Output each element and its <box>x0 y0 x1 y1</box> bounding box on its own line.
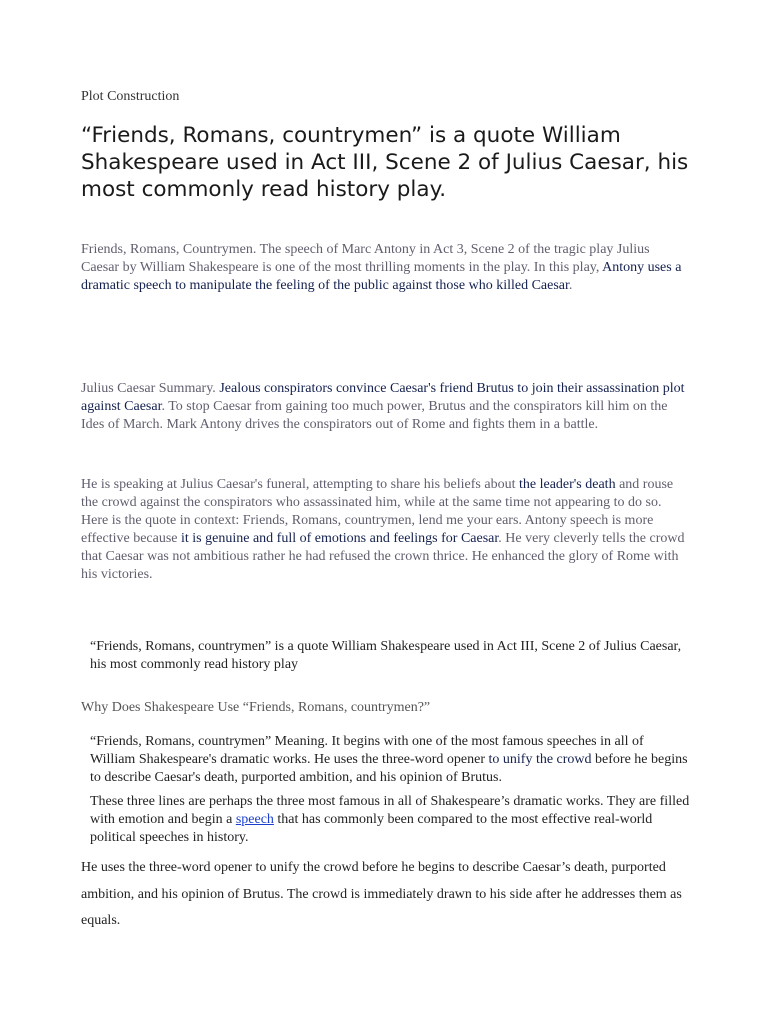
highlighted-text: Antony uses a dramatic speech to manipulate the feeling of the public against those who killed Caesar <box>81 260 682 293</box>
paragraph-summary <box>81 380 687 434</box>
text-span: He is speaking at Julius Caesar's funeral, attempting to share his beliefs about <box>81 477 519 492</box>
text-span: . <box>568 278 573 293</box>
document-title: “Friends, Romans, countrymen” is a quote William Shakespeare used in Act III, Scene 2 of Julius Caesar, his most commonly read history play. <box>81 123 689 202</box>
highlighted-text: to unify the crowd <box>488 752 592 767</box>
text-span: Friends, Romans, Countrymen. The speech of Marc Antony in Act 3, Scene 2 of the tragic play Julius Caesar by William Shakespeare is one of the most thrilling moments in the play. In this play, <box>81 242 650 275</box>
text-span: that has commonly been compared to the most effective real-world political speeches in history. <box>90 812 653 845</box>
highlighted-text: Jealous conspirators convince Caesar's friend Brutus to join their assassination plot against Caesar <box>81 381 685 414</box>
blockquote-meaning <box>90 733 690 787</box>
blockquote: “Friends, Romans, countrymen” is a quote William Shakespeare used in Act III, Scene 2 of Julius Caesar, his most commonly read history play <box>90 639 682 672</box>
text-span: “Friends, Romans, countrymen” Meaning. It begins with one of the most famous speeches in all of William Shakespeare's dramatic works. He uses the three-word opener <box>90 734 644 767</box>
paragraph-conclusion: He uses the three-word opener to unify the crowd before he begins to describe Caesar’s death, purported ambition, and his opinion of Brutus. The crowd is immediately drawn to his side after he addresses them as equals. <box>81 860 682 928</box>
text-span: Julius Caesar Summary. <box>81 381 220 396</box>
section-kicker: Plot Construction <box>81 89 180 104</box>
paragraph-funeral <box>81 476 687 584</box>
speech-link[interactable]: speech <box>235 812 274 827</box>
section-subheading: Why Does Shakespeare Use “Friends, Romans, countrymen?” <box>81 700 431 715</box>
text-span: before he begins to describe Caesar's death, purported ambition, and his opinion of Brutus. <box>90 752 688 785</box>
text-span: . He very cleverly tells the crowd that Caesar was not ambitious rather he had refused the crown thrice. He enhanced the glory of Rome with his victories. <box>81 531 685 582</box>
blockquote-famous-lines <box>90 793 690 847</box>
paragraph-speech-intro <box>81 241 687 295</box>
highlighted-text: the leader's death <box>518 477 616 492</box>
text-span: . To stop Caesar from gaining too much power, Brutus and the conspirators kill him on the Ides of March. Mark Antony drives the conspirators out of Rome and fights them in a battle. <box>81 399 668 432</box>
highlighted-text: it is genuine and full of emotions and feelings for Caesar <box>181 531 499 546</box>
text-span: and rouse the crowd against the conspirators who assassinated him, while at the same time not appearing to do so. Here is the quote in context: Friends, Romans, countrymen, lend me your ears. Antony speech is more effective because <box>81 477 674 546</box>
text-span: These three lines are perhaps the three most famous in all of Shakespeare’s dramatic works. They are filled with emotion and begin a <box>90 794 690 827</box>
